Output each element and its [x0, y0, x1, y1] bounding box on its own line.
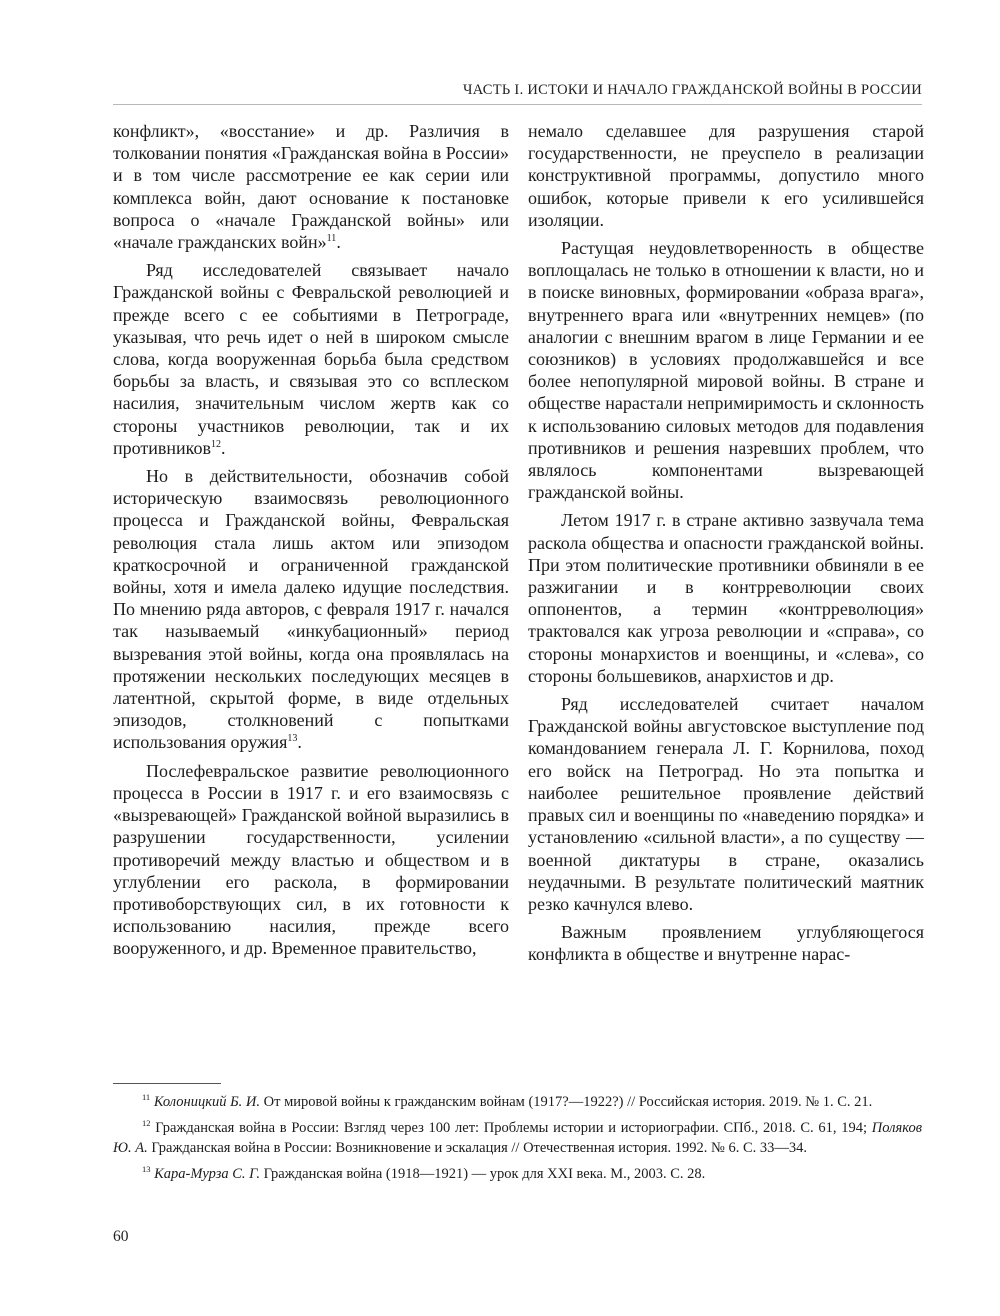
- footnote-number: 12: [142, 1118, 151, 1128]
- footnote-number: 13: [142, 1164, 151, 1174]
- footnote-12: [113, 1118, 922, 1158]
- footnote-text: От мировой войны к гражданским войнам (1917?—1922?) // Российская история. 2019. № 1. С. 21.: [260, 1094, 873, 1110]
- footnote-number: 11: [142, 1092, 151, 1102]
- paragraph: Послефевральское развитие революционного процесса в России в 1917 г. и его взаимосвязь с «вызревающей» Гражданской войной выразились в разрушении государственности, усилении противоречий между властью и обществом и в углублении его раскола, в формировании противоборствующих сил, в их готовности к использованию насилия, прежде всего вооруженного, и др. Временное правительство,: [113, 760, 509, 959]
- footnote-ref[interactable]: 11: [326, 233, 337, 245]
- paragraph: Растущая неудовлетворенность в обществе воплощалась не только в отношении к власти, но и в поиске виновных, формировании «образа врага», внутреннего врага или «внутренних немцев» (по аналогии с внешним врагом в лице Германии и ее союзников) в условиях продолжавшейся и все более непопулярной мировой войны. В стране и обществе нарастали непримиримость и склонность к использованию силовых методов для подавления противников и решения назревших проблем, что являлось компонентами вызревающей гражданской войны.: [528, 238, 924, 503]
- footnote-divider: [113, 1083, 221, 1084]
- footnote-text: Гражданская война в России: Взгляд через 100 лет: Проблемы истории и историографии. СПб., 2018. С. 61, 194;: [150, 1120, 872, 1136]
- paragraph-text: Ряд исследователей связывает начало Гражданской войны с Февральской революцией и прежде всего с ее событиями в Петрограде, указывая, что речь идет о ней в широком смысле слова, когда вооруженная борьба была средством борьбы за власть, и связывая это со всплеском насилия, значительным числом жертв как со стороны участников революции, так и их противников: [113, 260, 509, 458]
- paragraph-text: конфликт», «восстание» и др. Различия в толковании понятия «Гражданская война в России» и в том числе рассмотрение ее как серии или комплекса войн, дают основание к постановке вопроса о «начале Гражданской войны» или «начале гражданских войн»: [113, 121, 509, 253]
- page-number: 60: [113, 1228, 129, 1245]
- footnote-text: Гражданская война (1918—1921) — урок для XXI века. М., 2003. С. 28.: [259, 1166, 706, 1182]
- footnote-author: Поляков Ю. А.: [113, 1120, 922, 1156]
- header-divider: [113, 104, 922, 105]
- paragraph: Ряд исследователей считает началом Гражданской войны августовское выступление под командованием генерала Л. Г. Корнилова, поход его войск на Петроград. Но эта попытка и наиболее решительное проявление действий правых сил и военщины по «наведению порядка» и установлению «сильной власти», а по существу — военной диктатуры в стране, оказались неудачными. В результате политический маятник резко качнулся влево.: [528, 694, 924, 914]
- right-column: [528, 120, 924, 972]
- left-column: [113, 120, 509, 966]
- footnote-11: [113, 1092, 922, 1112]
- paragraph: Но в действительности, обозначив собой историческую взаимосвязь революционного процесса и Гражданской войны, Февральская революция стала лишь актом или эпизодом краткосрочной и ограниченной гражданской войны, хотя и имела далеко идущие последствия. По мнению ряда авторов, с февраля 1917 г. начался так называемый «инкубационный» период вызревания этой войны, когда она проявлялась на протяжении нескольких последующих месяцев в латентной, скрытой форме, в виде отдельных эпизодов, столкновений с попытками использования оружия$^{13}$.: [113, 466, 509, 753]
- footnote-author: Колоницкий Б. И.: [153, 1094, 261, 1110]
- paragraph: Ряд исследователей связывает начало Гражданской войны с Февральской революцией и прежде всего с ее событиями в Петрограде, указывая, что речь идет о ней в широком смысле слова, когда вооруженная борьба была средством борьбы за власть, и связывая это со всплеском насилия, значительным числом жертв как со стороны участников революции, так и их противников$^{12}$.: [113, 260, 509, 458]
- footnote-author: Кара-Мурза С. Г.: [154, 1166, 260, 1182]
- footnote-ref[interactable]: 12: [211, 438, 221, 450]
- running-header: ЧАСТЬ I. ИСТОКИ И НАЧАЛО ГРАЖДАНСКОЙ ВОЙНЫ В РОССИИ: [462, 82, 922, 98]
- footnote-13: [113, 1164, 922, 1184]
- footnotes: [113, 1092, 922, 1190]
- footnote-ref[interactable]: 13: [287, 733, 298, 745]
- paragraph: Летом 1917 г. в стране активно зазвучала тема раскола общества и опасности гражданской войны. При этом политические противники обвиняли в ее разжигании и в контрреволюции своих оппонентов, а термин «контрреволюция» трактовался как угроза революции и «справа», со стороны монархистов и военщины, и «слева», со стороны большевиков, анархистов и др.: [528, 510, 924, 686]
- paragraph: немало сделавшее для разрушения старой государственности, не преуспело в реализации конструктивной программы, допустило много ошибок, которые привели к его усилившейся изоляции.: [528, 121, 924, 230]
- paragraph: Важным проявлением углубляющегося конфликта в обществе и внутренне нарас-: [528, 922, 924, 965]
- footnote-text: Гражданская война в России: Возникновение и эскалация // Отечественная история. 1992. № 6. С. 33—34.: [147, 1140, 808, 1156]
- paragraph-text: Но в действительности, обозначив собой историческую взаимосвязь революционного процесса и Гражданской войны, Февральская революция стала лишь актом или эпизодом краткосрочной и ограниченной гражданской войны, хотя и имела далеко идущие последствия. По мнению ряда авторов, с февраля 1917 г. начался так называемый «инкубационный» период вызревания этой войны, когда она проявлялась на протяжении нескольких последующих месяцев в латентной, скрытой форме, в виде отдельных эпизодов, столкновений с попытками использования оружия: [113, 466, 509, 753]
- paragraph: конфликт», «восстание» и др. Различия в толковании понятия «Гражданская война в России» и в том числе рассмотрение ее как серии или комплекса войн, дают основание к постановке вопроса о «начале Гражданской войны» или «начале гражданских войн»$^{11}$.: [113, 121, 509, 253]
